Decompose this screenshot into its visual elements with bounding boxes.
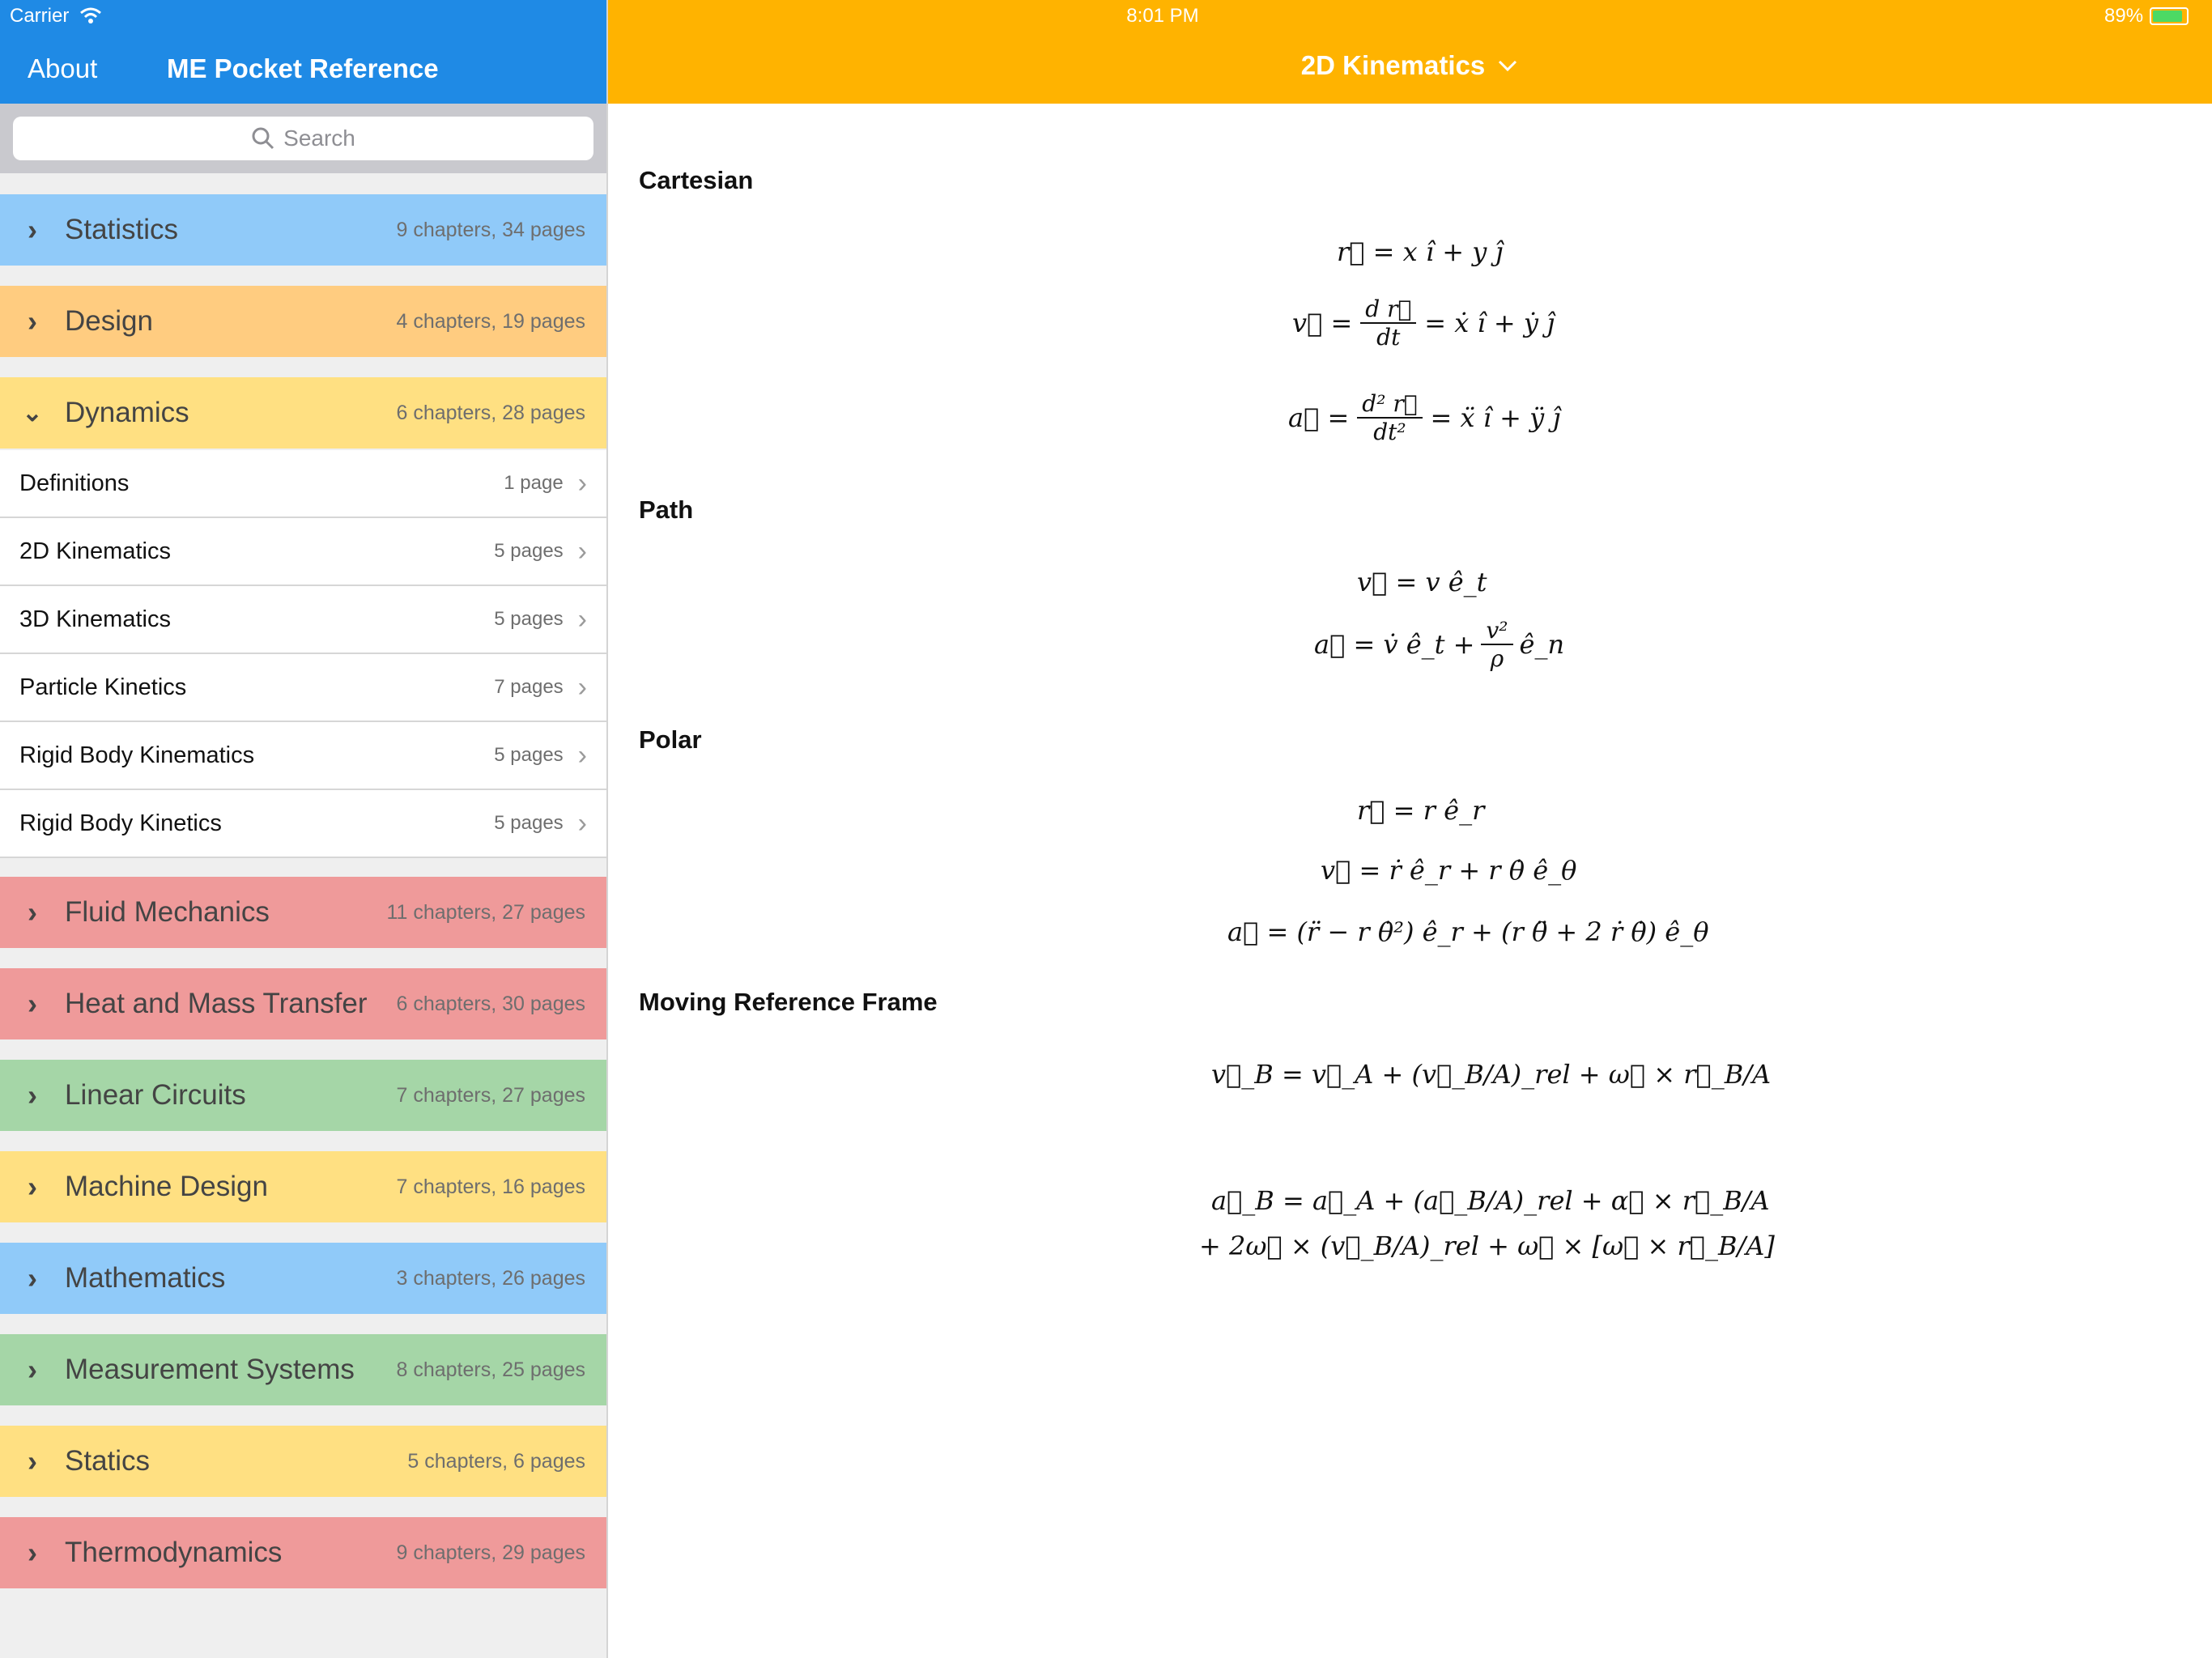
chevron-right-icon: › [28, 1170, 37, 1203]
chapter-count: 1 page [504, 472, 564, 494]
chevron-right-icon: › [577, 603, 587, 635]
equation-cartesian-velocity [1292, 295, 1555, 351]
equation-cartesian-acceleration [1288, 390, 1560, 445]
chevron-right-icon: › [577, 535, 587, 567]
sidebar [0, 0, 608, 1658]
chevron-right-icon: › [28, 1078, 37, 1112]
chapter-name: Particle Kinetics [19, 674, 187, 700]
chapter-name: 2D Kinematics [19, 538, 171, 564]
search-icon [251, 126, 275, 151]
equation-polar-position: r⃗ = r ê_r [1357, 795, 1485, 826]
category-count: 6 chapters, 28 pages [396, 401, 585, 424]
fraction-denominator: ρ [1490, 645, 1504, 672]
category-name: Fluid Mechanics [65, 896, 270, 928]
category-heat-and-mass-transfer[interactable] [0, 968, 606, 1039]
category-measurement-systems[interactable] [0, 1334, 606, 1405]
equation-mrf-acceleration-line2: + 2ω⃗ × (v⃗_B/A)_rel + ω⃗ × [ω⃗ × r⃗_B/A] [1199, 1231, 1775, 1261]
fraction-numerator: d r⃗ [1360, 295, 1416, 324]
chapter-name: Definitions [19, 470, 130, 496]
category-count: 9 chapters, 34 pages [396, 218, 585, 241]
category-count: 3 chapters, 26 pages [396, 1266, 585, 1290]
equation-polar-acceleration: a⃗ = (r̈ − r θ̇²) ê_r + (r θ̈ + 2 ṙ θ̇) ê_θ [1227, 916, 1709, 947]
chapter-name: 3D Kinematics [19, 606, 171, 632]
about-button[interactable]: About [28, 53, 98, 83]
chapter-3d-kinematics[interactable] [0, 586, 606, 654]
chevron-down-icon[interactable] [1496, 57, 1519, 74]
chapter-name: Rigid Body Kinematics [19, 742, 255, 768]
chevron-right-icon: › [28, 1353, 37, 1386]
equation-lhs: a⃗ = v̇ ê_t + [1314, 629, 1475, 660]
chapter-rigid-body-kinematics[interactable] [0, 722, 606, 790]
category-name: Heat and Mass Transfer [65, 988, 368, 1019]
category-statistics[interactable] [0, 194, 606, 266]
category-fluid-mechanics[interactable] [0, 877, 606, 948]
category-count: 7 chapters, 16 pages [396, 1175, 585, 1198]
app-title: ME Pocket Reference [167, 53, 439, 83]
search-input[interactable] [13, 117, 593, 160]
equation-path-velocity: v⃗ = v ê_t [1357, 567, 1487, 597]
chevron-right-icon: › [28, 1261, 37, 1295]
search-placeholder: Search [283, 125, 355, 151]
category-count: 11 chapters, 27 pages [386, 900, 585, 924]
section-heading-polar: Polar [639, 725, 702, 754]
chevron-right-icon: › [28, 1444, 37, 1477]
chevron-down-icon: ⌄ [22, 399, 43, 427]
fraction-denominator: dt [1376, 324, 1401, 351]
chapter-particle-kinetics[interactable] [0, 654, 606, 722]
carrier-label: Carrier [10, 5, 70, 27]
category-count: 6 chapters, 30 pages [396, 992, 585, 1015]
section-heading-moving-reference-frame: Moving Reference Frame [639, 988, 938, 1016]
category-name: Statics [65, 1445, 151, 1477]
category-linear-circuits[interactable] [0, 1060, 606, 1131]
category-name: Dynamics [65, 397, 189, 428]
chevron-right-icon: › [28, 895, 37, 929]
chapter-name: Rigid Body Kinetics [19, 810, 222, 836]
fraction-numerator: d² r⃗ [1357, 390, 1422, 419]
battery-icon [2150, 7, 2189, 25]
equation-polar-velocity: v⃗ = ṙ ê_r + r θ̇ ê_θ [1321, 855, 1577, 886]
category-name: Thermodynamics [65, 1537, 283, 1568]
equation-rhs: = ẍ î + ÿ ĵ [1430, 402, 1561, 433]
chapter-count: 5 pages [494, 744, 564, 766]
fraction [1360, 295, 1416, 351]
chapter-count: 5 pages [494, 540, 564, 562]
chevron-right-icon: › [28, 213, 37, 246]
chevron-right-icon: › [577, 671, 587, 703]
category-statics[interactable] [0, 1426, 606, 1497]
equation-cartesian-position: r⃗ = x î + y ĵ [1337, 236, 1504, 267]
equation-rhs: = ẋ î + ẏ ĵ [1424, 308, 1555, 338]
main-content [608, 0, 2212, 1658]
chapter-count: 5 pages [494, 812, 564, 834]
category-name: Design [65, 305, 153, 337]
section-heading-cartesian: Cartesian [639, 166, 754, 194]
category-dynamics[interactable] [0, 377, 606, 449]
equation-lhs: v⃗ = [1292, 308, 1353, 338]
fraction [1357, 390, 1422, 445]
section-heading-path: Path [639, 495, 694, 524]
category-design[interactable] [0, 286, 606, 357]
category-name: Statistics [65, 214, 179, 245]
chapter-count: 7 pages [494, 676, 564, 698]
wifi-icon [79, 6, 102, 24]
equation-mrf-velocity: v⃗_B = v⃗_A + (v⃗_B/A)_rel + ω⃗ × r⃗_B/A [1211, 1059, 1772, 1090]
fraction-denominator: dt² [1373, 419, 1406, 445]
main-header [608, 0, 2212, 104]
equation-lhs: a⃗ = [1288, 402, 1350, 433]
category-name: Linear Circuits [65, 1079, 246, 1111]
page-title[interactable]: 2D Kinematics [1300, 50, 1486, 80]
equation-rhs: ê_n [1519, 629, 1565, 660]
chapter-count: 5 pages [494, 608, 564, 630]
sidebar-header [0, 0, 606, 104]
chevron-right-icon: › [577, 467, 587, 499]
chevron-right-icon: › [577, 739, 587, 771]
search-bar [0, 104, 606, 173]
chevron-right-icon: › [577, 807, 587, 839]
category-count: 9 chapters, 29 pages [396, 1541, 585, 1564]
chevron-right-icon: › [28, 304, 37, 338]
status-time: 8:01 PM [1126, 5, 1199, 27]
chevron-right-icon: › [28, 987, 37, 1020]
fraction-numerator: v² [1481, 617, 1512, 645]
category-count: 5 chapters, 6 pages [407, 1449, 585, 1473]
category-name: Mathematics [65, 1262, 226, 1294]
chevron-right-icon: › [28, 1536, 37, 1569]
category-mathematics[interactable] [0, 1243, 606, 1314]
chapter-2d-kinematics[interactable] [0, 518, 606, 586]
category-name: Measurement Systems [65, 1354, 355, 1385]
battery-percent: 89% [2104, 5, 2144, 27]
chapter-definitions[interactable] [0, 450, 606, 518]
fraction [1481, 617, 1512, 672]
chapter-rigid-body-kinetics[interactable] [0, 790, 606, 858]
category-count: 4 chapters, 19 pages [396, 309, 585, 333]
equation-path-acceleration [1314, 617, 1564, 672]
category-count: 8 chapters, 25 pages [396, 1358, 585, 1381]
category-machine-design[interactable] [0, 1151, 606, 1222]
category-thermodynamics[interactable] [0, 1517, 606, 1588]
category-count: 7 chapters, 27 pages [396, 1083, 585, 1107]
equation-mrf-acceleration-line1: a⃗_B = a⃗_A + (a⃗_B/A)_rel + α⃗ × r⃗_B/A [1211, 1185, 1770, 1216]
category-name: Machine Design [65, 1171, 268, 1202]
